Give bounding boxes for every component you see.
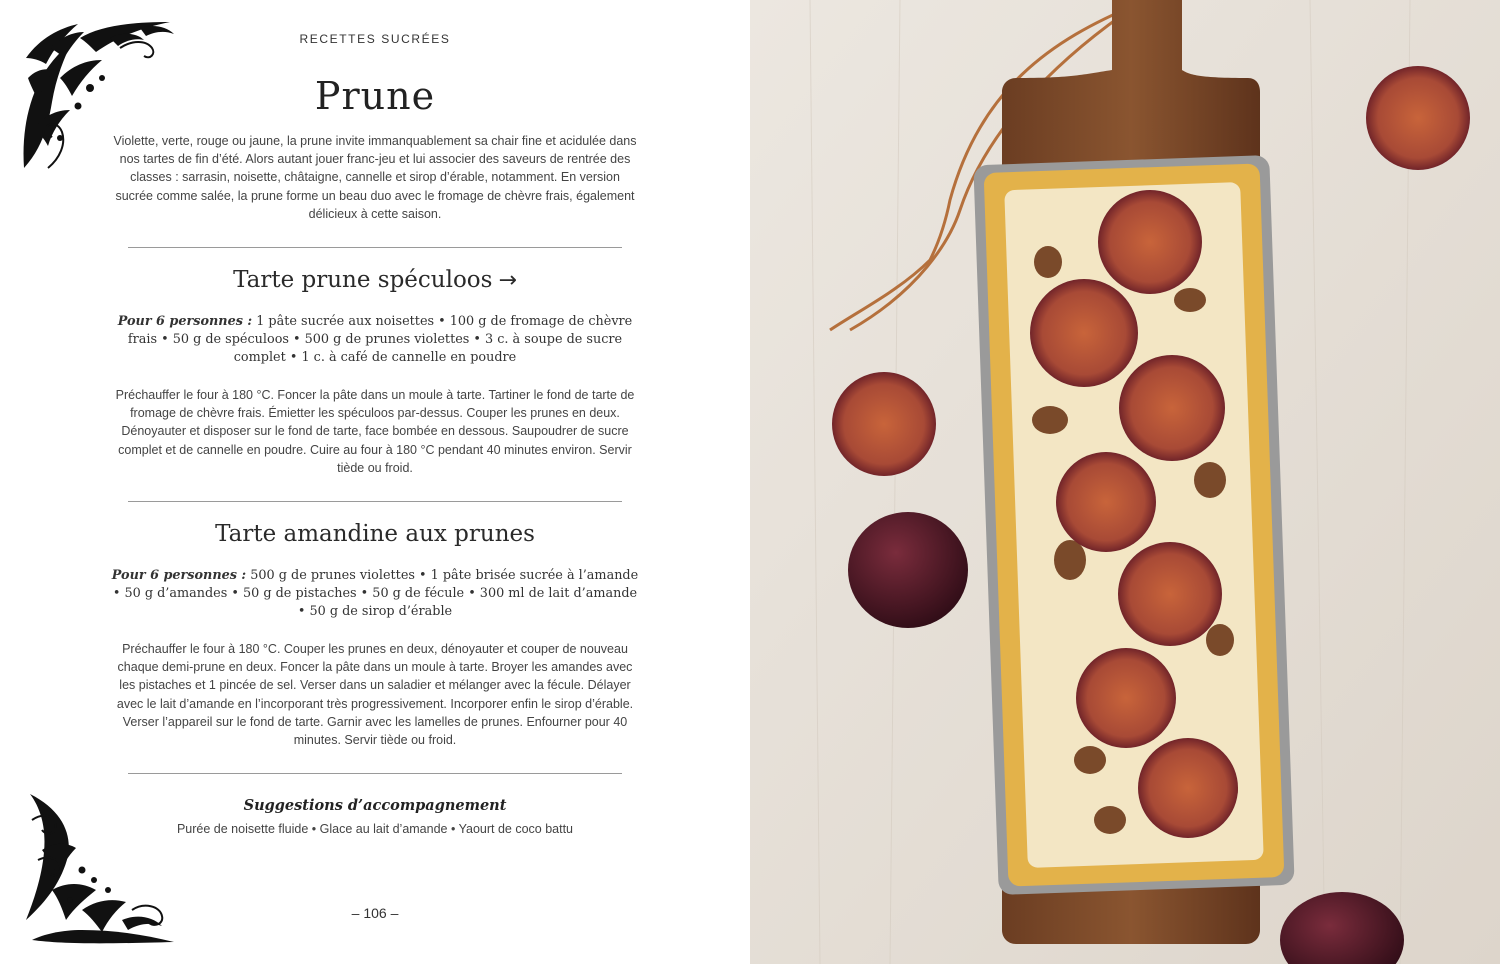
suggestions-title: Suggestions d’accompagnement	[243, 797, 507, 814]
recipe-steps: Préchauffer le four à 180 °C. Couper les prunes en deux, dénoyauter et couper de nouveau chaque demi-prune en deux. Foncer la pâte dans un moule à tarte. Broyer les amandes avec les pistaches et 1 pincée de sel. Verser dans un saladier et mélanger avec la fécule. Délayer avec le lait d’amande en l’incorporant très progressivement. Incorporer enfin le sirop d’érable. Verser l’appareil sur le fond de tarte. Garnir avec les lamelles de prunes. Enfourner pour 40 minutes. Servir tiède ou froid.	[116, 642, 634, 748]
recipe-steps: Préchauffer le four à 180 °C. Foncer la pâte dans un moule à tarte. Tartiner le fond de tarte de fromage de chèvre frais. Émietter les spéculoos par-dessus. Couper les prunes en deux. Dénoyauter et disposer sur le fond de tarte, face bombée en dessous. Saupoudrer de sucre complet et de cannelle en poudre. Cuire au four à 180 °C pendant 40 minutes environ. Servir tiède ou froid.	[115, 388, 635, 475]
ingredients-list: 1 pâte sucrée aux noisettes • 100 g de fromage de chèvre frais • 50 g de spéculoos • 500 g de prunes violettes • 3 c. à soupe de sucre complet • 1 c. à café de cannelle en poudre	[127, 314, 633, 366]
page-number: – 106 –	[351, 905, 399, 921]
photo-page	[750, 0, 1500, 964]
section-label: RECETTES SUCRÉES	[299, 32, 451, 46]
ingredients	[110, 567, 640, 622]
ingredients-list: 500 g de prunes violettes • 1 pâte brisée sucrée à l’amande • 50 g d’amandes • 50 g de pistaches • 50 g de fécule • 300 ml de lait d’amande • 50 g de sirop d’érable	[112, 568, 639, 620]
intro-paragraph: Violette, verte, rouge ou jaune, la prune invite immanquablement sa chair fine et acidulée dans nos tartes de fin d’été. Alors autant jouer franc-jeu et lui associer des saveurs de rentrée des classes : sarrasin, noisette, châtaigne, cannelle et sirop d’érable, notamment. En version sucrée comme salée, la prune forme un beau duo avec le fromage de chèvre frais, également délicieux à cette saison.	[113, 134, 637, 221]
corner-ornament-bottom	[22, 790, 180, 948]
plum-tart-photo	[750, 0, 1500, 964]
page-title: Prune	[314, 74, 436, 118]
recipe-title-text: Tarte amandine aux prunes	[215, 521, 535, 547]
suggestions-list: Purée de noisette fluide • Glace au lait d’amande • Yaourt de coco battu	[176, 822, 574, 836]
servings-label: Pour 6 personnes :	[117, 314, 253, 329]
recipe-title-text: Tarte prune spéculoos	[233, 267, 493, 293]
recipe-title	[100, 267, 650, 293]
ingredients	[105, 313, 645, 368]
recipe-title	[100, 521, 650, 547]
arrow-right-icon: →	[498, 268, 517, 293]
divider	[128, 501, 622, 502]
divider	[128, 773, 622, 774]
servings-label: Pour 6 personnes :	[111, 568, 247, 583]
divider	[128, 247, 622, 248]
